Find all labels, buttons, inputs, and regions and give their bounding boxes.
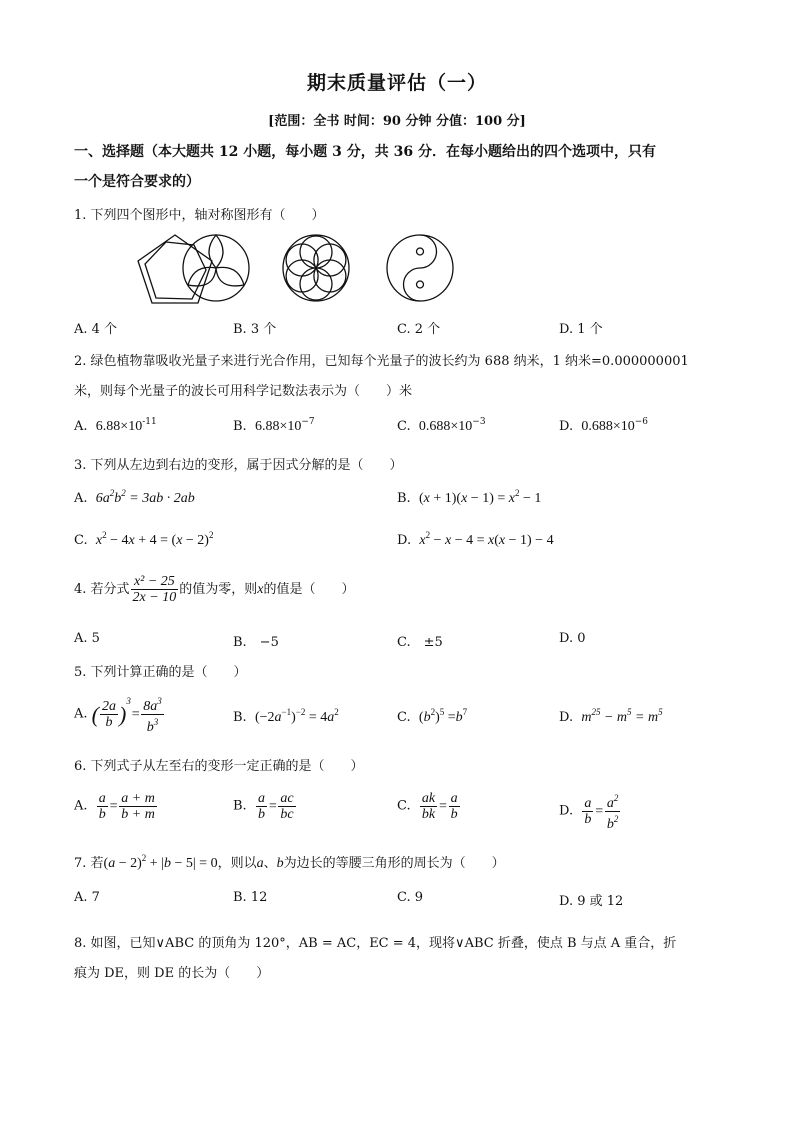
exam-info: [范围：全书 时间：90 分钟 分值：100 分] bbox=[268, 114, 526, 129]
q4-option-c[interactable]: C. ±5 bbox=[397, 635, 443, 650]
q4-option-a[interactable]: A. 5 bbox=[74, 631, 100, 646]
q7-option-a[interactable]: A. 7 bbox=[74, 890, 100, 905]
page-title: 期末质量评估（一） bbox=[306, 72, 487, 94]
q1-option-a[interactable]: A. 4 个 bbox=[74, 322, 118, 337]
question-6-stem: 6. 下列式子从左至右的变形一定正确的是（ ） bbox=[74, 759, 364, 774]
question-5-stem: 5. 下列计算正确的是（ ） bbox=[74, 665, 247, 680]
q5-option-c[interactable]: C. $(b^2)^5 =b^7$ bbox=[397, 707, 468, 725]
question-8-line2: 痕为 DE，则 DE 的长为（ ） bbox=[74, 966, 270, 981]
question-1-stem: 1. 下列四个图形中，轴对称图形有（ ） bbox=[74, 208, 325, 223]
q5-option-b[interactable]: B. $(-2a^{-1})^{-2} = 4a^2$ bbox=[233, 707, 339, 725]
question-2-line2: 米，则每个光量子的波长可用科学记数法表示为（ ）米 bbox=[74, 384, 413, 399]
q7-option-c[interactable]: C. 9 bbox=[397, 890, 424, 905]
q3-option-d[interactable]: D. $x^2 - x - 4 = x(x - 1) - 4$ bbox=[397, 530, 554, 548]
q4-option-b[interactable]: B. −5 bbox=[233, 635, 279, 650]
section-heading-line2: 一个是符合要求的） bbox=[74, 174, 200, 190]
q7-option-d[interactable]: D. 9 或 12 bbox=[559, 894, 624, 909]
q2-option-b[interactable]: B. $6.88\times 10^{-7}$ bbox=[233, 417, 315, 434]
q5-option-d[interactable]: D. $m^{25} - m^5 = m^5$ bbox=[559, 707, 663, 725]
question-2-line1: 2. 绿色植物靠吸收光量子来进行光合作用，已知每个光量子的波长约为 688 纳米，1 纳米=0.000000001 bbox=[74, 354, 689, 369]
circle-three-petals-figure bbox=[183, 235, 249, 301]
q6-option-c[interactable]: C. $\frac{ak}{bk}$ = $\frac{a}{b}$ bbox=[397, 791, 458, 822]
q1-option-c[interactable]: C. 2 个 bbox=[397, 322, 441, 337]
q1-option-b[interactable]: B. 3 个 bbox=[233, 322, 277, 337]
q3-option-a[interactable]: A. $6a^2b^2 = 3ab \cdot 2ab$ bbox=[74, 488, 195, 506]
q2-option-d[interactable]: D. $0.688\times 10^{-6}$ bbox=[559, 417, 649, 434]
q1-option-d[interactable]: D. 1 个 bbox=[559, 322, 603, 337]
question-4-stem: 4. 若分式 $\frac{\text{x² − 25}}{2x - 10}$ 的值为零，则x的值是（ ） bbox=[74, 574, 355, 605]
q6-option-b[interactable]: B. $\frac{a}{b}$ = $\frac{ac}{bc}$ bbox=[233, 791, 294, 822]
section-heading-line1: 一、选择题（本大题共 12 小题，每小题 3 分，共 36 分．在每小题给出的四个选项中，只有 bbox=[74, 144, 656, 160]
question-8-line1: 8. 如图，已知∨ABC 的顶角为 120°，AB = AC，EC = 4，现将∨ABC 折叠，使点 B 与点 A 重合，折 bbox=[74, 936, 677, 951]
yin-yang-figure bbox=[387, 235, 453, 301]
circle-flower-figure bbox=[283, 235, 349, 301]
q3-option-c[interactable]: C. $x^2 - 4x + 4 = (x - 2)^2$ bbox=[74, 530, 214, 548]
fraction: $\frac{\text{x² − 25}}{2x - 10}$ bbox=[132, 574, 177, 605]
q7-option-b[interactable]: B. 12 bbox=[233, 890, 268, 905]
q5-option-a[interactable]: A. ( $\frac{2a}{b}$ )$^3$= $\frac{8a^3}{b^3}$ bbox=[74, 695, 162, 735]
q6-option-d[interactable]: D. $\frac{a}{b}$ = $\frac{a^2}{b^2}$ bbox=[559, 793, 619, 832]
q3-option-b[interactable]: B. $(x + 1)(x - 1) = x^2 - 1$ bbox=[397, 488, 542, 506]
q2-option-c[interactable]: C. $0.688\times 10^{-3}$ bbox=[397, 417, 486, 434]
q2-option-a[interactable]: A. $6.88\times 10^{-11}$ bbox=[74, 417, 157, 434]
q6-option-a[interactable]: A. $\frac{a}{b}$ = $\frac{a + m}{b + m}$ bbox=[74, 791, 155, 822]
question-3-stem: 3. 下列从左边到右边的变形，属于因式分解的是（ ） bbox=[74, 458, 403, 473]
question-7-stem: 7. 若$(a - 2)^2 + |b - 5| = 0$，则以a、b为边长的等腰三角形的周长为（ ） bbox=[74, 853, 505, 871]
question-1-figures bbox=[70, 232, 470, 308]
q4-option-d[interactable]: D. 0 bbox=[559, 631, 586, 646]
